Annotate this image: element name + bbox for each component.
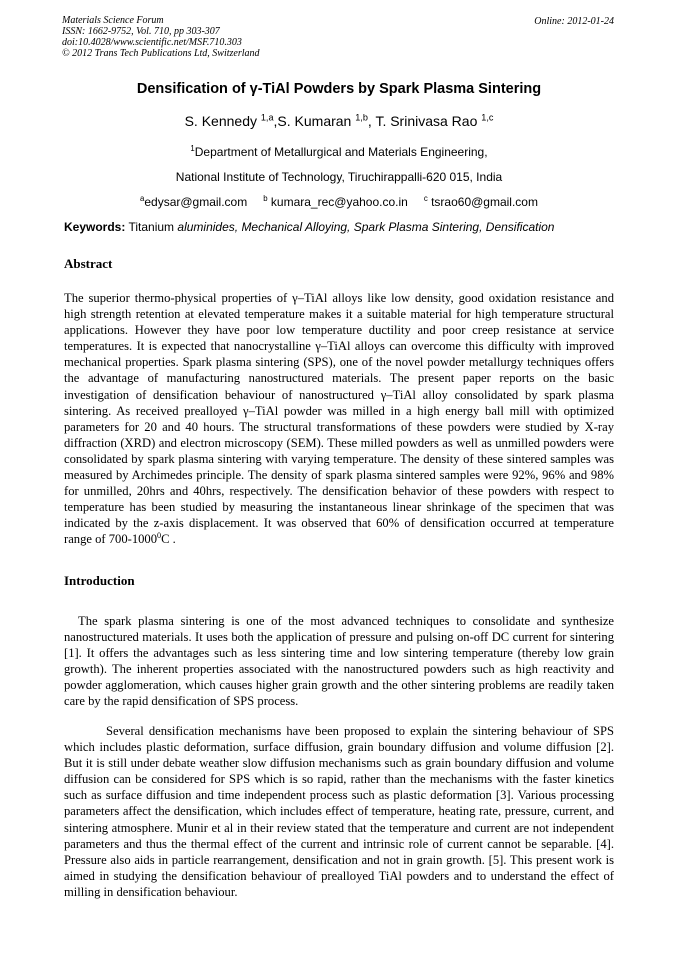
affiliation-line-2: National Institute of Technology, Tiruchirappalli-620 015, India bbox=[175, 170, 503, 184]
author-name: S. Kennedy bbox=[184, 113, 257, 129]
author-list bbox=[0, 113, 678, 129]
issn-line: ISSN: 1662-9752, Vol. 710, pp 303-307 bbox=[62, 26, 220, 37]
author-separator: , bbox=[367, 113, 376, 129]
abstract-body: The superior thermo-physical properties of γ–TiAl alloys like low density, good oxidation resistance and high strength retention at elevated temperature makes it a suitable material for high temperature structural applications. However they have poor low temperature ductility and poor creep resistance at service temperatures. It is expected that nanocrystalline γ–TiAl alloys can overcome this difficulty with improved mechanical properties. Spark plasma sintering (SPS), one of the novel powder metallurgy techniques offers the advantage of manufacturing nanostructured materials. The present paper reports on the basic investigation of densification behaviour of nanostructured γ–TiAl alloy consolidated by spark plasma sintering. As received prealloyed γ–TiAl powder was milled in a high energy ball mill with optimized parameters for 20 and 40 hours. The structural transformations of these powders were studied by X-ray diffraction (XRD) and electron microscopy (SEM). These milled powders as well as unmilled powders were consolidated by spark plasma sintering with varying temperature. The density of these sintered samples was measured by Archimedes principle. The density of spark plasma sintered samples were 92%, 96% and 98% for unmilled, 20hrs and 40hrs, respectively. The densification behavior of these powders with respect to temperature has been studied by measuring the instantaneous linear shrinkage of the specimen that was indicated by the z-axis displacement. It was observed that 60% of densification occurred at temperature range of 700-1000 bbox=[64, 291, 614, 547]
keywords-line bbox=[64, 220, 554, 234]
email-link[interactable]: edysar@gmail.com bbox=[144, 195, 248, 209]
keywords-list: aluminides, Mechanical Alloying, Spark Plasma Sintering, Densification bbox=[177, 220, 555, 234]
keywords-label: Keywords: bbox=[64, 220, 126, 234]
abstract-heading: Abstract bbox=[64, 256, 113, 271]
email-mark: c bbox=[423, 194, 428, 203]
author-affiliation-mark: 1,a bbox=[260, 112, 274, 123]
journal-name: Materials Science Forum bbox=[62, 15, 164, 26]
author-name: S. Kumaran bbox=[277, 113, 352, 129]
email-link[interactable]: kumara_rec@yahoo.co.in bbox=[270, 195, 408, 209]
copyright-line: © 2012 Trans Tech Publications Ltd, Switzerland bbox=[62, 48, 260, 59]
affiliation-department: Department of Metallurgical and Materials Engineering, bbox=[194, 145, 488, 159]
author-separator: , bbox=[273, 113, 278, 129]
paper-title: Densification of γ-TiAl Powders by Spark Plasma Sintering bbox=[136, 81, 542, 97]
author-affiliation-mark: 1,c bbox=[481, 112, 494, 123]
introduction-paragraph-2: Several densification mechanisms have been proposed to explain the sintering behaviour of SPS which includes plastic deformation, surface diffusion, grain boundary diffusion and volume diffusion [2]. But it is still under debate weather slow diffusion mechanisms such as grain boundary diffusion and volume diffusion can be considered for SPS which is so rapid, rather than the mechanisms with the faster kinetics such as surface diffusion and time independent process such as plastic deformation [3]. Various processing parameters affect the densification, which includes effect of temperature, heating rate, pressure, current, and sintering atmosphere. Munir et al in their review stated that the temperature and current are not independent parameters and thus the thermal effect of the current and intrinsic role of current cannot be separable. [4]. Pressure also aids in particle rearrangement, densification and not in grain growth. [5]. This present work is aimed in studying the densification behaviour of prealloyed TiAl powders and to understand the effect of milling in densification behaviour. bbox=[64, 724, 614, 899]
email-mark: b bbox=[263, 194, 268, 203]
doi-line: doi:10.4028/www.scientific.net/MSF.710.303 bbox=[62, 37, 242, 48]
abstract-body-end: C . bbox=[161, 532, 176, 547]
degree-mark: 0 bbox=[157, 531, 162, 541]
email-mark: a bbox=[140, 194, 145, 203]
affiliation-line-1 bbox=[0, 145, 678, 159]
author-affiliation-mark: 1,b bbox=[355, 112, 368, 123]
affiliation-mark: 1 bbox=[190, 144, 195, 153]
abstract-text bbox=[64, 290, 614, 548]
introduction-paragraph-1: The spark plasma sintering is one of the most advanced techniques to consolidate and synthesize nanostructured materials. It uses both the application of pressure and pulsing on-off DC current for sintering [1]. It offers the advantages such as less sintering time and low sintering temperature (thereby low grain growth). The inherent properties associated with the nanostructured powders such as high reactivity and powder agglomeration, which causes higher grain growth and the other sintering problems are readily taken care by the rapid densification of SPS process. bbox=[64, 614, 614, 709]
keyword-first: Titanium bbox=[128, 220, 175, 234]
introduction-heading: Introduction bbox=[64, 573, 135, 588]
author-name: T. Srinivasa Rao bbox=[375, 113, 478, 129]
online-date: Online: 2012-01-24 bbox=[534, 16, 614, 27]
email-link[interactable]: tsrao60@gmail.com bbox=[431, 195, 538, 209]
email-list bbox=[0, 195, 678, 209]
